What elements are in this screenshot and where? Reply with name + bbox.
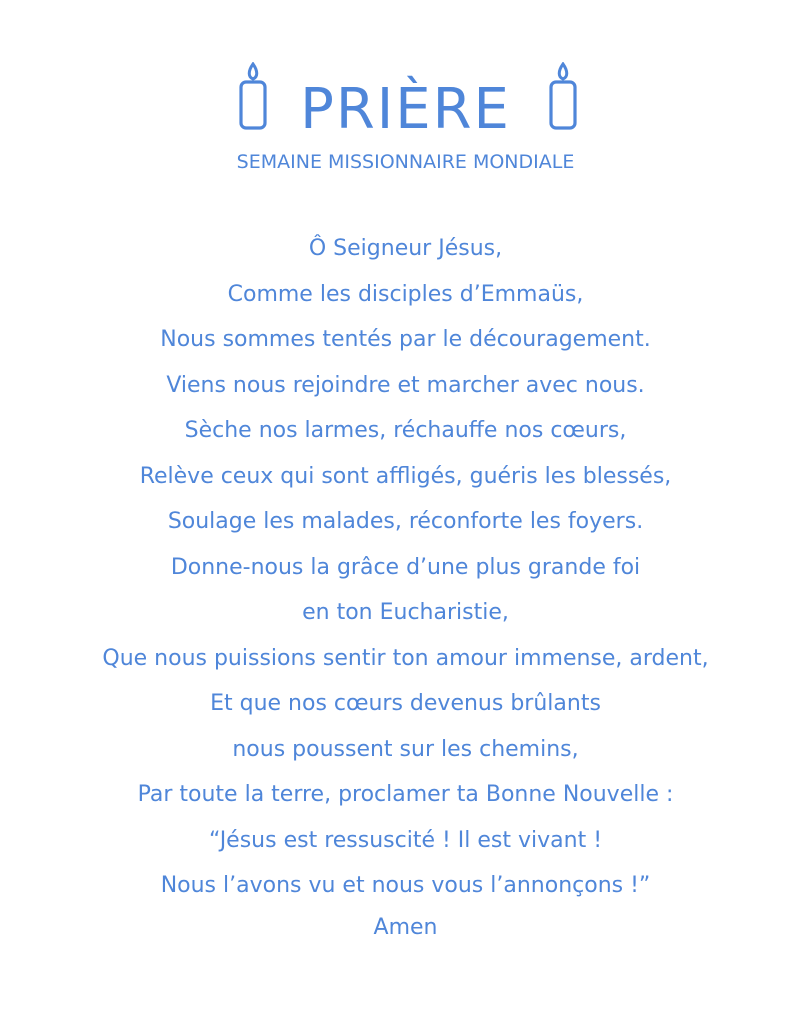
- prayer-line: nous poussent sur les chemins,: [232, 736, 579, 762]
- prayer-line: Et que nos cœurs devenus brûlants: [210, 691, 601, 716]
- prayer-line: Sèche nos larmes, réchauffe nos cœurs,: [184, 418, 627, 443]
- prayer-line: Ô Seigneur Jésus,: [308, 236, 503, 261]
- page-subtitle: SEMAINE MISSIONNAIRE MONDIALE: [236, 151, 575, 173]
- prayer-line: Que nous puissions sentir ton amour immense, ardent,: [102, 645, 709, 671]
- prayer-line: Par toute la terre, proclamer ta Bonne Nouvelle :: [137, 782, 674, 807]
- prayer-line: en ton Eucharistie,: [302, 600, 509, 625]
- prayer-line: Soulage les malades, réconforte les foyers.: [167, 509, 644, 534]
- prayer-line: Viens nous rejoindre et marcher avec nous.: [166, 372, 645, 398]
- prayer-line: Comme les disciples d’Emmaüs,: [227, 281, 584, 307]
- prayer-line: Donne-nous la grâce d’une plus grande foi: [170, 554, 641, 580]
- prayer-line: Nous l’avons vu et nous vous l’annonçons !”: [160, 873, 651, 898]
- prayer-closing: Amen: [373, 915, 438, 940]
- prayer-text: [0, 226, 811, 909]
- header: [0, 62, 811, 142]
- prayer-line: “Jésus est ressuscité ! Il est vivant !: [208, 827, 603, 853]
- prayer-line: Nous sommes tentés par le découragement.: [160, 327, 651, 352]
- page-title: PRIÈRE: [300, 77, 511, 142]
- candle-icon: [546, 62, 580, 132]
- prayer-line: Relève ceux qui sont affligés, guéris les blessés,: [139, 463, 672, 489]
